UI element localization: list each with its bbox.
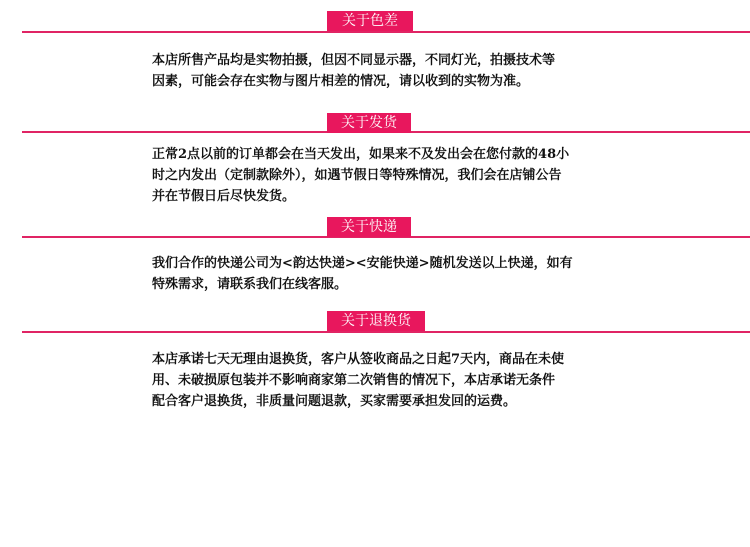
section-body: 正常2点以前的订单都会在当天发出，如果来不及发出会在您付款的48小 时之内发出（定制款除外），如遇节假日等特殊情况，我们会在店铺公告 并在节假日后尽快发货。 (152, 147, 570, 204)
section-body: 本店所售产品均是实物拍摄，但因不同显示器，不同灯光，拍摄技术等 因素，可能会存在实物与图片相差的情况，请以收到的实物为准。 (152, 53, 556, 89)
section-title: 关于退换货 (327, 311, 425, 331)
section-divider (22, 331, 750, 333)
section-body: 本店承诺七天无理由退换货，客户从签收商品之日起7天内，商品在未使 用、未破损原包装并不影响商家第二次销售的情况下，本店承诺无条件 配合客户退换货，非质量问题退款，买家需要承担发回的运费。 (152, 352, 565, 409)
section-title: 关于发货 (327, 113, 411, 133)
section-title: 关于快递 (327, 217, 411, 237)
section-body: 我们合作的快递公司为<韵达快递><安能快递>随机发送以上快递，如有 特殊需求，请联系我们在线客服。 (152, 256, 573, 292)
section-title: 关于色差 (327, 11, 413, 31)
section-divider (22, 31, 750, 33)
